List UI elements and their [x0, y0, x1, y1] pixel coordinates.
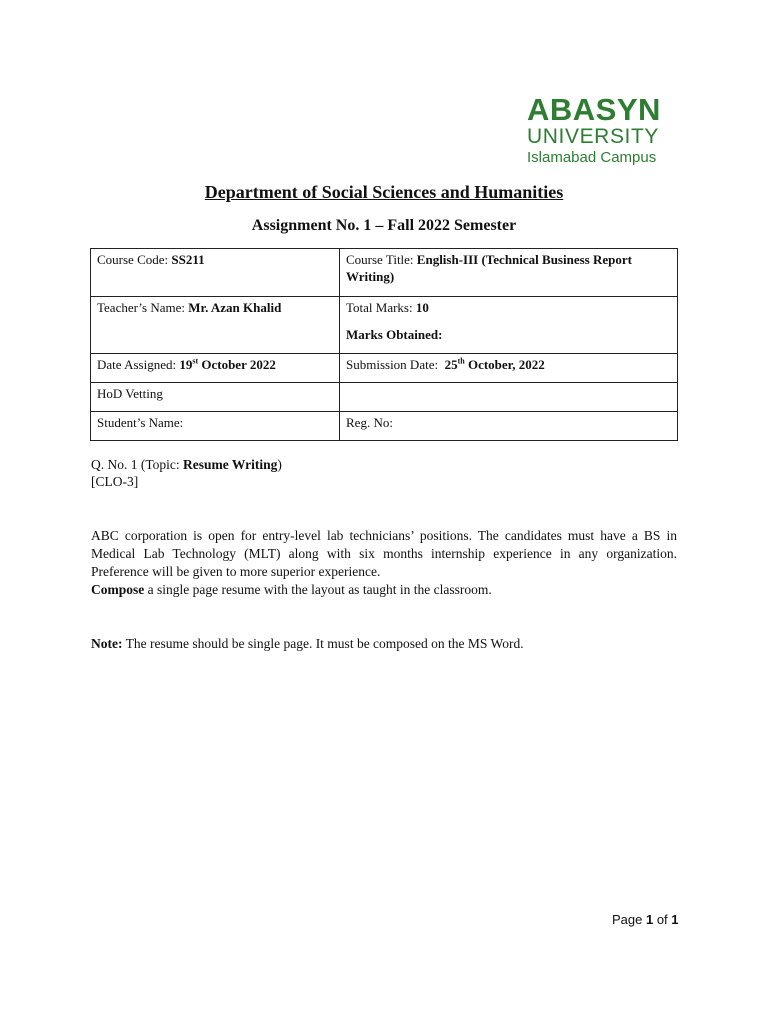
compose-bold: Compose — [91, 582, 145, 597]
marks-obtained-label: Marks Obtained: — [346, 327, 443, 342]
university-logo — [527, 94, 667, 165]
question-paragraph: ABC corporation is open for entry-level lab technicians’ positions. The candidates must have a BS in Medical Lab Technology (MLT) along with six months internship experience in any organization. Preference will be given to more superior experience. — [91, 528, 677, 579]
logo-line-university: UNIVERSITY — [527, 125, 660, 148]
total-marks-label: Total Marks: — [346, 300, 416, 315]
note-rest: The resume should be single page. It must be composed on the MS Word. — [122, 636, 524, 651]
reg-no-cell — [340, 412, 678, 441]
date-assigned-label: Date Assigned: — [97, 357, 180, 372]
submission-date-cell — [340, 354, 678, 383]
reg-no-label: Reg. No: — [346, 415, 393, 430]
page-word: Page — [612, 912, 646, 927]
assignment-title: Assignment No. 1 – Fall 2022 Semester — [251, 217, 517, 234]
student-name-cell — [91, 412, 340, 441]
question-header — [91, 456, 282, 490]
teacher-label: Teacher’s Name: — [97, 300, 189, 315]
teacher-value: Mr. Azan Khalid — [188, 300, 282, 315]
note-line — [91, 635, 524, 653]
hod-vetting-value-cell — [340, 383, 678, 412]
question-body — [91, 527, 677, 599]
submission-day: 25 — [444, 357, 458, 372]
page-number — [612, 912, 679, 927]
date-assigned-cell — [91, 354, 340, 383]
submission-rest: October, 2022 — [464, 357, 545, 372]
note-bold: Note: — [91, 636, 123, 651]
course-code-cell — [91, 249, 340, 297]
clo-label: [CLO-3] — [91, 474, 139, 489]
department-title: Department of Social Sciences and Humanities — [204, 182, 564, 202]
logo-line-campus: Islamabad Campus — [527, 149, 657, 166]
course-code-value: SS211 — [171, 252, 205, 267]
total-marks-value: 10 — [415, 300, 429, 315]
course-title-value: English-III (Technical Business Report Writing) — [346, 252, 632, 284]
course-code-label: Course Code: — [97, 252, 172, 267]
compose-instruction — [91, 581, 677, 599]
course-title-cell — [340, 249, 678, 297]
student-name-label: Student’s Name: — [97, 415, 184, 430]
date-assigned-rest: October 2022 — [198, 357, 276, 372]
compose-rest: a single page resume with the layout as taught in the classroom. — [144, 582, 492, 597]
submission-label: Submission Date: — [346, 357, 445, 372]
course-info-table — [90, 248, 678, 441]
table-row — [91, 354, 678, 383]
question-prefix: Q. No. 1 (Topic: — [91, 457, 184, 472]
hod-vetting-label: HoD Vetting — [97, 386, 163, 401]
table-row — [91, 249, 678, 297]
table-row — [91, 383, 678, 412]
date-assigned-day: 19 — [179, 357, 193, 372]
hod-vetting-cell — [91, 383, 340, 412]
of-word: of — [653, 912, 672, 927]
table-row — [91, 297, 678, 354]
question-topic: Resume Writing — [183, 457, 278, 472]
table-row — [91, 412, 678, 441]
course-title-label: Course Title: — [346, 252, 417, 267]
logo-line-abasyn: ABASYN — [527, 92, 661, 127]
submission-suffix: th — [457, 356, 465, 366]
page-num: 1 — [645, 912, 654, 927]
marks-cell — [340, 297, 678, 354]
teacher-cell — [91, 297, 340, 354]
question-suffix: ) — [277, 457, 282, 472]
question-line — [91, 456, 282, 473]
date-assigned-suffix: st — [192, 356, 199, 366]
page-total: 1 — [671, 912, 679, 927]
